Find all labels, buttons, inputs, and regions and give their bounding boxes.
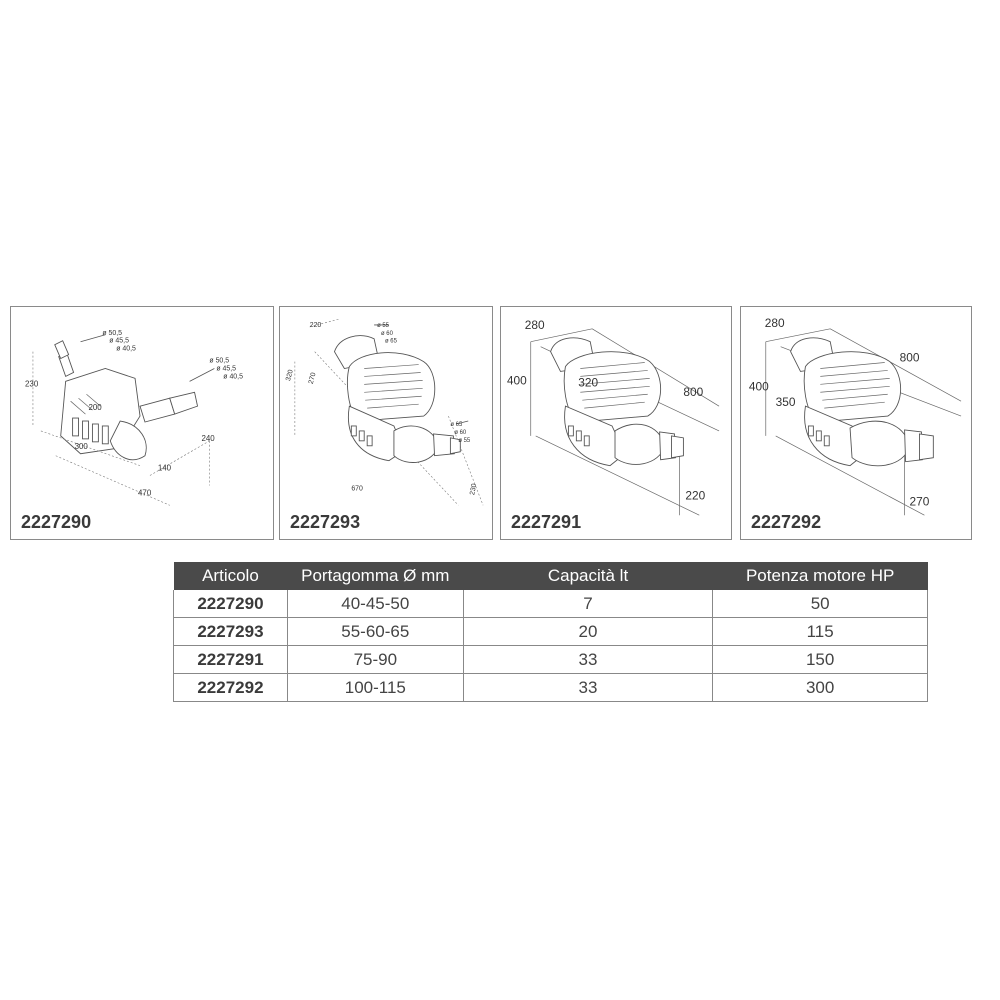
table-row [174,646,928,674]
table-row [174,674,928,702]
svg-text:400: 400 [748,379,769,394]
table-row [174,590,928,618]
table-header-row [174,562,928,590]
svg-text:470: 470 [138,488,152,498]
svg-text:270: 270 [909,494,930,509]
svg-text:ø 55: ø 55 [458,437,471,444]
cell-articolo: 2227290 [174,590,288,618]
svg-text:200: 200 [88,403,102,413]
svg-text:400: 400 [506,373,527,388]
cell-potenza: 300 [713,674,928,702]
panel-code: 2227291 [511,512,582,532]
svg-text:320: 320 [285,368,295,382]
panel-code: 2227293 [290,512,361,532]
product-panel-2227293 [279,306,493,540]
muffler-drawing-2227291 [501,307,731,539]
cell-articolo: 2227292 [174,674,288,702]
svg-text:280: 280 [524,317,545,332]
svg-text:ø 60: ø 60 [381,330,393,337]
svg-text:300: 300 [74,441,88,451]
svg-text:ø 50,5: ø 50,5 [209,357,230,365]
cell-articolo: 2227293 [174,618,288,646]
cell-portagomma: 40-45-50 [287,590,463,618]
svg-text:230: 230 [25,379,39,389]
svg-text:280: 280 [764,315,785,330]
product-panel-2227290 [10,306,274,540]
svg-text:140: 140 [157,463,172,473]
spec-table [173,562,928,702]
svg-text:320: 320 [578,375,599,390]
svg-text:ø 65: ø 65 [385,338,397,345]
svg-text:270: 270 [307,371,318,385]
cell-capacita: 20 [463,618,713,646]
cell-potenza: 115 [713,618,928,646]
cell-potenza: 50 [713,590,928,618]
svg-text:ø 65: ø 65 [450,421,463,428]
cell-capacita: 33 [463,646,713,674]
svg-text:ø 50,5: ø 50,5 [102,329,123,337]
cell-capacita: 33 [463,674,713,702]
svg-text:230: 230 [469,483,479,496]
panel-code: 2227290 [21,512,92,532]
product-panel-2227292 [740,306,972,540]
muffler-drawing-2227290 [11,307,273,539]
cell-portagomma: 75-90 [287,646,463,674]
header-portagomma: Portagomma Ø mm [287,562,463,590]
header-potenza: Potenza motore HP [713,562,928,590]
svg-text:ø 55: ø 55 [377,322,389,329]
header-articolo: Articolo [174,562,288,590]
muffler-drawing-2227293 [280,307,492,539]
svg-text:ø 60: ø 60 [454,429,467,436]
cell-capacita: 7 [463,590,713,618]
svg-text:ø 45,5: ø 45,5 [216,365,237,373]
svg-text:220: 220 [309,321,322,329]
cell-portagomma: 55-60-65 [287,618,463,646]
header-capacita: Capacità lt [463,562,713,590]
cell-articolo: 2227291 [174,646,288,674]
svg-text:800: 800 [683,385,704,400]
muffler-drawing-2227292 [741,307,971,539]
svg-text:240: 240 [201,433,215,443]
table-row [174,618,928,646]
panel-code: 2227292 [751,512,822,532]
svg-text:ø 40,5: ø 40,5 [223,373,243,381]
svg-text:220: 220 [685,488,706,503]
cell-portagomma: 100-115 [287,674,463,702]
product-panel-2227291 [500,306,732,540]
svg-text:670: 670 [351,485,363,493]
svg-text:ø 40,5: ø 40,5 [116,345,136,353]
cell-potenza: 150 [713,646,928,674]
svg-text:ø 45,5: ø 45,5 [109,337,129,345]
svg-text:350: 350 [775,395,796,410]
svg-text:800: 800 [899,350,920,365]
